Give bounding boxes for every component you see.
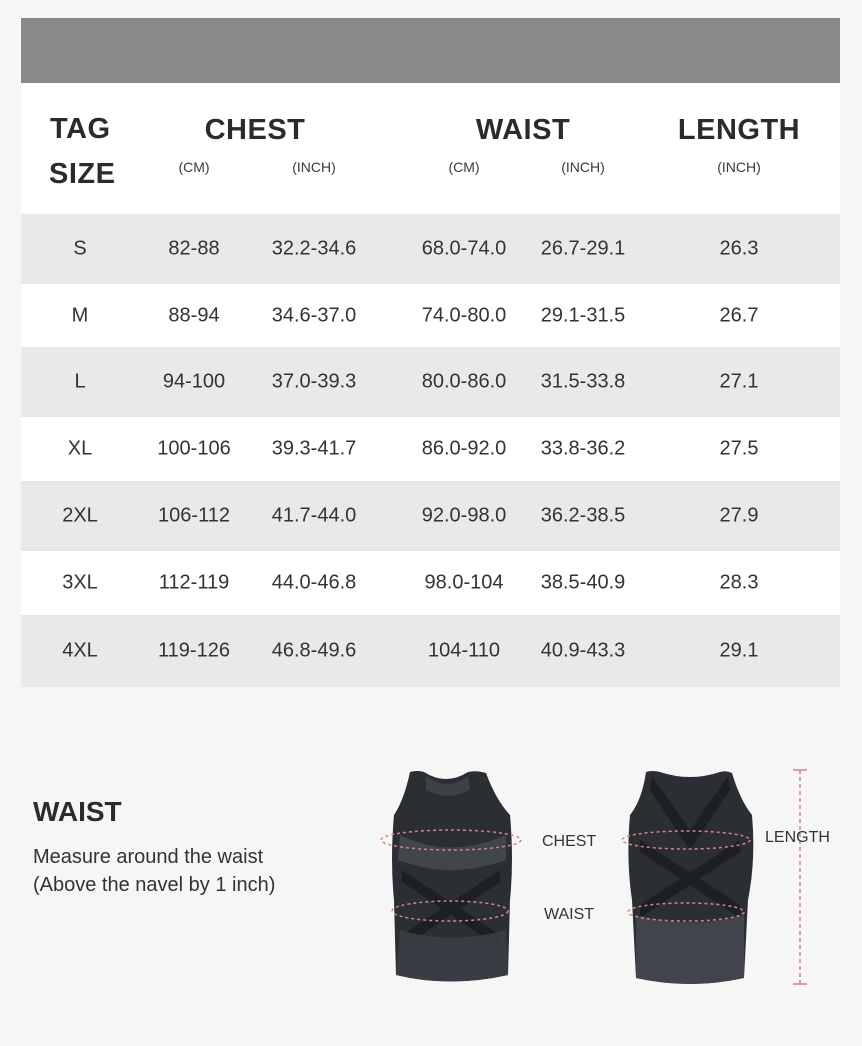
length-inch-cell: 26.3 (719, 237, 759, 260)
chest-inch-cell: 41.7-44.0 (271, 504, 357, 527)
chest-cm-cell: 119-126 (158, 639, 230, 662)
diagram-length-label: LENGTH (765, 829, 830, 846)
header-length-label: LENGTH (677, 114, 801, 146)
waist-cm-cell: 104-110 (428, 639, 500, 662)
guide-instruction-line-1: Measure around the waist (33, 846, 264, 868)
waist-cm-cell: 86.0-92.0 (421, 437, 507, 460)
size-cell: XL (67, 437, 93, 460)
chest-cm-cell: 94-100 (162, 370, 226, 393)
chest-cm-cell: 82-88 (168, 237, 220, 260)
chest-cm-cell: 88-94 (168, 304, 220, 326)
diagram-chest-label: CHEST (542, 833, 597, 850)
header-chest-cm-unit: (CM) (178, 159, 210, 175)
guide-title: WAIST (33, 796, 122, 827)
size-cell: 3XL (62, 571, 98, 594)
front-tank-top-image (392, 771, 512, 982)
chest-cm-cell: 112-119 (158, 571, 230, 594)
chest-cm-cell: 100-106 (157, 437, 231, 460)
waist-inch-cell: 31.5-33.8 (540, 370, 626, 393)
waist-inch-cell: 36.2-38.5 (540, 504, 626, 527)
waist-cm-cell: 68.0-74.0 (421, 237, 507, 260)
waist-inch-cell: 38.5-40.9 (540, 571, 626, 594)
length-inch-cell: 27.9 (719, 504, 759, 527)
length-inch-cell: 29.1 (719, 639, 759, 662)
size-cell: M (71, 304, 89, 326)
chest-inch-cell: 37.0-39.3 (271, 370, 357, 393)
waist-cm-cell: 80.0-86.0 (421, 370, 507, 393)
length-inch-cell: 27.5 (719, 437, 759, 460)
length-inch-cell: 28.3 (719, 571, 759, 594)
waist-inch-cell: 40.9-43.3 (540, 639, 626, 662)
waist-cm-cell: 92.0-98.0 (421, 504, 507, 527)
header-tag-label: TAG (50, 113, 111, 145)
chest-inch-cell: 34.6-37.0 (271, 304, 357, 326)
length-inch-cell: 27.1 (719, 370, 759, 393)
header-length-inch-unit: (INCH) (717, 159, 761, 175)
chest-inch-cell: 32.2-34.6 (271, 237, 357, 260)
waist-inch-cell: 33.8-36.2 (540, 437, 626, 460)
header-chest-label: CHEST (204, 114, 306, 146)
guide-instruction-line-2: (Above the navel by 1 inch) (33, 874, 276, 896)
size-cell: 2XL (62, 504, 98, 527)
header-waist-inch-unit: (INCH) (561, 159, 605, 175)
size-cell: 4XL (62, 639, 98, 662)
waist-cm-cell: 74.0-80.0 (421, 304, 507, 326)
size-cell: L (74, 370, 86, 393)
chest-inch-cell: 44.0-46.8 (271, 571, 357, 594)
header-waist-cm-unit: (CM) (448, 159, 480, 175)
chest-inch-cell: 39.3-41.7 (271, 437, 357, 460)
chest-cm-cell: 106-112 (158, 504, 230, 527)
header-chest-inch-unit: (INCH) (292, 159, 336, 175)
length-inch-cell: 26.7 (719, 304, 759, 326)
length-measure-line (793, 770, 807, 984)
waist-inch-cell: 29.1-31.5 (540, 304, 626, 326)
back-tank-top-image (628, 771, 753, 984)
header-waist-label: WAIST (475, 114, 571, 146)
waist-cm-cell: 98.0-104 (424, 571, 504, 594)
diagram-waist-label: WAIST (544, 906, 595, 923)
waist-inch-cell: 26.7-29.1 (540, 237, 626, 260)
chest-inch-cell: 46.8-49.6 (271, 639, 357, 662)
header-size-label: SIZE (49, 158, 116, 190)
size-cell: S (73, 237, 87, 260)
